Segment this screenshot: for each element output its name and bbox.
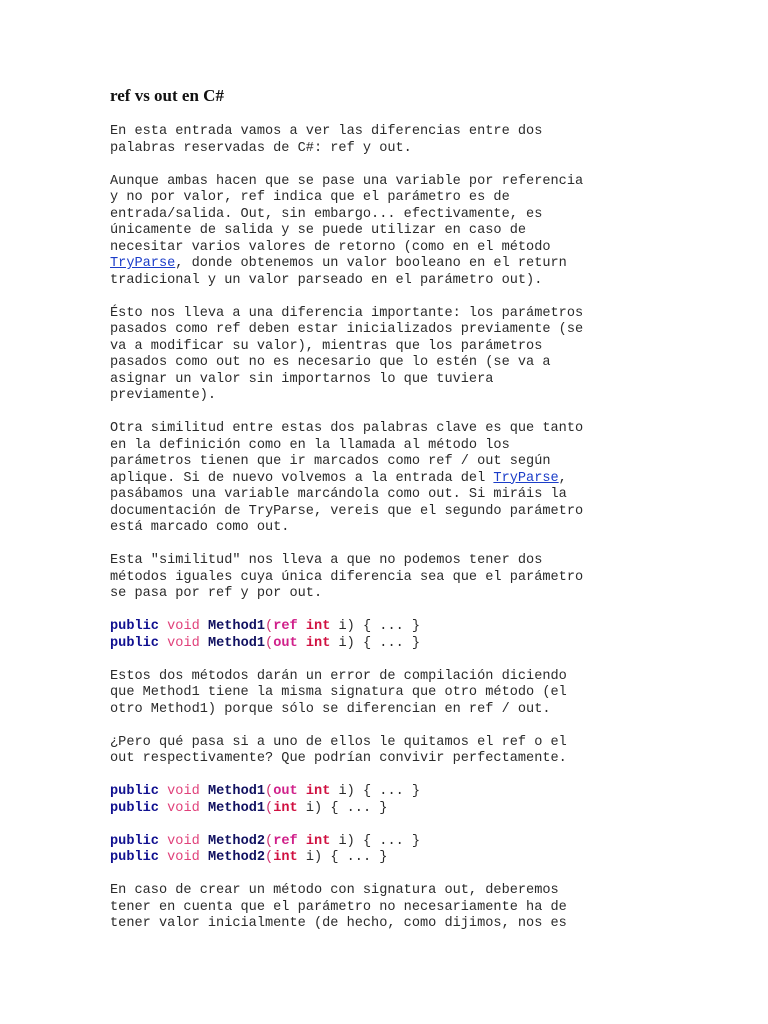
method-name: Method1 [207, 800, 266, 816]
code-line [110, 636, 670, 653]
code-block-3 [110, 834, 670, 867]
paragraph-text: Aunque ambas hacen que se pase una variable por referencia y no por valor, ref indica que el parámetro es de entrada/salida. Out, sin embargo... efectivamente, es únicamente de salida y se puede utilizar en caso de necesitar varios valores de retorno (como en el método [110, 173, 584, 255]
method-name: Method1 [207, 784, 266, 799]
code-rest: i) { ... } [297, 850, 388, 865]
paragraph-ref-out-explanation [110, 174, 670, 290]
keyword-modifier: ref [273, 619, 298, 634]
code-line [110, 784, 670, 801]
keyword-int: int [305, 619, 331, 634]
keyword-void: void [167, 850, 200, 865]
paragraph-text: Otra similitud entre estas dos palabras clave es que tanto en la definición como en la llamada al método los parámetros tienen que ir marcados como ref / out según aplique. Si de nuevo volvemos a la entrada del [110, 421, 584, 486]
keyword-int: int [273, 800, 298, 816]
method-name: Method1 [207, 635, 266, 651]
code-line [110, 834, 670, 851]
method-name: Method2 [207, 850, 266, 865]
tryparse-link[interactable]: TryParse [493, 470, 559, 486]
keyword-public: public [110, 635, 159, 651]
code-rest: i) { ... } [330, 619, 421, 634]
paragraph-overload: Esta "similitud" nos lleva a que no podemos tener dos métodos iguales cuya única diferencia sea que el parámetro se pasa por ref y por out. [110, 553, 584, 601]
paragraph-out-signature: En caso de crear un método con signatura out, deberemos tener en cuenta que el parámetro no necesariamente ha de tener valor inicialmente (de hecho, como dijimos, nos es [110, 883, 567, 931]
keyword-public: public [110, 619, 159, 634]
code-rest: i) { ... } [330, 635, 421, 651]
open-paren: ( [265, 850, 274, 865]
keyword-void: void [167, 784, 200, 799]
keyword-public: public [110, 833, 159, 849]
paragraph-compile-error: Estos dos métodos darán un error de compilación diciendo que Method1 tiene la misma signatura que otro método (el otro Method1) porque sólo se diferencian en ref / out. [110, 668, 567, 717]
paragraph-intro: En esta entrada vamos a ver las diferencias entre dos palabras reservadas de C#: ref y out. [110, 124, 543, 156]
code-line [110, 801, 670, 818]
open-paren: ( [265, 784, 274, 799]
keyword-public: public [110, 850, 159, 865]
code-rest: i) { ... } [297, 800, 388, 816]
keyword-int: int [305, 784, 331, 799]
open-paren: ( [265, 619, 274, 634]
keyword-void: void [167, 619, 200, 634]
paragraph-text: , pasábamos una variable marcándola como out. Si miráis la documentación de TryParse, vereis que el segundo parámetro está marcado como out. [110, 470, 584, 535]
keyword-modifier: out [273, 784, 298, 799]
tryparse-link[interactable]: TryParse [110, 256, 176, 271]
code-line [110, 850, 670, 867]
keyword-int: int [305, 635, 331, 651]
method-name: Method2 [207, 833, 266, 849]
paragraph-similarity [110, 421, 670, 537]
paragraph-question: ¿Pero qué pasa si a uno de ellos le quitamos el ref o el out respectivamente? Que podrían convivir perfectamente. [110, 734, 567, 766]
keyword-public: public [110, 784, 159, 799]
keyword-void: void [167, 800, 200, 816]
code-line [110, 619, 670, 636]
code-rest: i) { ... } [330, 784, 421, 799]
keyword-modifier: ref [273, 833, 298, 849]
open-paren: ( [265, 635, 274, 651]
method-name: Method1 [207, 619, 266, 634]
page-title: ref vs out en C# [110, 86, 224, 105]
paragraph-important-difference: Ésto nos lleva a una diferencia importante: los parámetros pasados como ref deben estar inicializados previamente (se va a modificar su valor), mientras que los parámetros pasados como out no es necesario que lo estén (se va a asignar un valor sin importarnos lo que tuviera previamente). [110, 305, 584, 403]
keyword-public: public [110, 800, 159, 816]
open-paren: ( [265, 833, 274, 849]
keyword-void: void [167, 635, 200, 651]
open-paren: ( [265, 800, 274, 816]
code-block-2 [110, 784, 670, 817]
paragraph-text: , donde obtenemos un valor booleano en el return tradicional y un valor parseado en el parámetro out). [110, 256, 567, 288]
keyword-int: int [273, 850, 298, 865]
keyword-modifier: out [273, 635, 298, 651]
code-rest: i) { ... } [330, 833, 421, 849]
code-block-1 [110, 619, 670, 652]
keyword-void: void [167, 833, 200, 849]
document-page [110, 86, 670, 949]
keyword-int: int [305, 833, 331, 849]
